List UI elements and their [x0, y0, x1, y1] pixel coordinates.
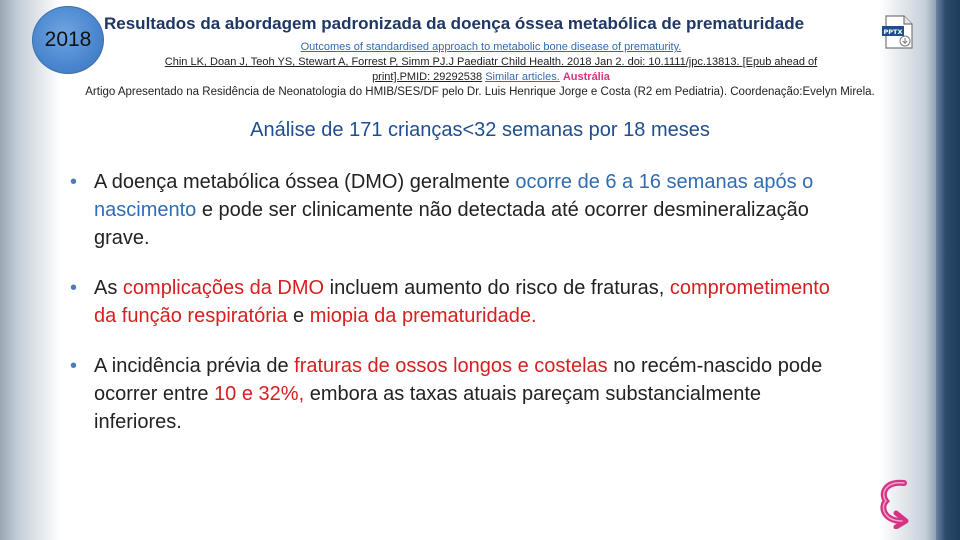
slide-subtitle: Análise de 171 crianças<32 semanas por 18 meses: [250, 119, 710, 141]
authors-citation: Chin LK, Doan J, Teoh YS, Stewart A, Forrest P, Simm PJ.J Paediatr Child Health. 2018 Jan 2. doi: 10.1111/jpc.13813. [Epub ahead of: [164, 56, 818, 68]
bullet-text: e pode ser clinicamente não detectada até ocorrer desmineralização grave.: [94, 199, 809, 249]
presenter-credit: Artigo Apresentado na Residência de Neonatologia do HMIB/SES/DF pelo Dr. Luis Henrique Jorge e Costa (R2 em Pediatria). Coordenação:Evelyn Mirela.: [85, 86, 875, 98]
bullet-text: e: [287, 305, 310, 327]
similar-articles-link[interactable]: Similar articles.: [485, 71, 560, 83]
bullet-list: [70, 168, 830, 458]
bullet-item-complications: [70, 274, 830, 330]
highlight-text: 10 e 32%,: [214, 383, 305, 405]
bullet-text: A incidência prévia de: [94, 355, 295, 377]
svg-text:PPTX: PPTX: [883, 28, 903, 36]
bullet-text: embora as taxas atuais pareçam substancialmente inferiores.: [94, 383, 762, 433]
bullet-text: no recém-nascido pode ocorrer entre: [94, 355, 823, 405]
bullet-item-onset: [70, 168, 830, 252]
highlight-text: miopia da prematuridade.: [309, 305, 537, 327]
highlight-text: ocorre de 6 a 16 semanas após o nascimento: [94, 171, 814, 221]
article-title-link[interactable]: Outcomes of standardised approach to metabolic bone disease of prematurity.: [300, 41, 682, 53]
country-label: Austrália: [562, 71, 610, 83]
highlight-text: complicações da DMO: [122, 277, 325, 299]
bullet-dot-icon: •: [70, 277, 78, 299]
bullet-text: A doença metabólica óssea (DMO) geralmente: [94, 171, 516, 193]
bullet-text: As: [94, 277, 123, 299]
bullet-text: incluem aumento do risco de fraturas,: [324, 277, 670, 299]
highlight-text: fraturas de ossos longos e costelas: [294, 355, 608, 377]
return-arrow-icon[interactable]: [874, 477, 918, 529]
slide-title: Resultados da abordagem padronizada da doença óssea metabólica de prematuridade: [104, 14, 805, 33]
pmid-text: print].PMID: 29292538: [372, 71, 483, 83]
citation-continuation: [0, 71, 960, 83]
bullet-item-incidence: [70, 352, 830, 436]
highlight-text: comprometimento da função respiratória: [94, 277, 830, 327]
bullet-dot-icon: •: [70, 171, 78, 193]
bullet-dot-icon: •: [70, 355, 78, 377]
year-label: 2018: [44, 28, 92, 51]
